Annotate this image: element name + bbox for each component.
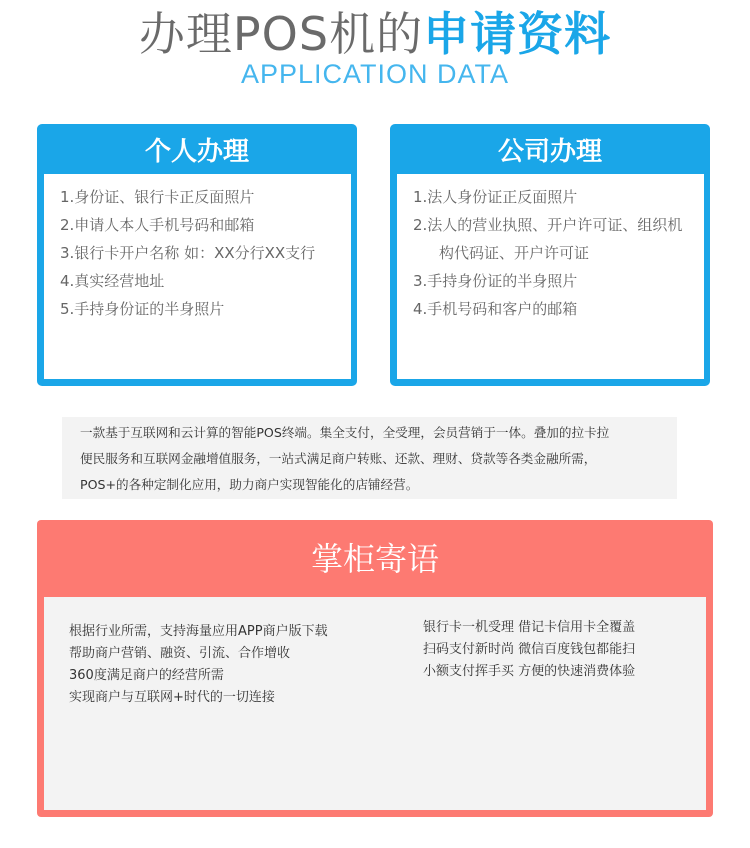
list-item: 4.真实经营地址 [60, 272, 165, 290]
list-item: 2.申请人本人手机号码和邮箱 [60, 216, 255, 234]
shopkeeper-line: 360度满足商户的经营所需 [69, 668, 224, 683]
list-item: 3.手持身份证的半身照片 [413, 272, 578, 290]
page-title [0, 4, 750, 64]
description-line: POS+的各种定制化应用，助力商户实现智能化的店铺经营。 [80, 477, 419, 492]
list-item: 2.法人的营业执照、开户许可证、组织机 [413, 216, 683, 234]
personal-card-title: 个人办理 [144, 137, 249, 167]
product-description [62, 417, 677, 499]
list-item-continuation: 构代码证、开户许可证 [439, 244, 590, 262]
personal-card-body [44, 174, 351, 379]
list-item: 1.身份证、银行卡正反面照片 [60, 188, 255, 206]
list-item: 1.法人身份证正反面照片 [413, 188, 578, 206]
shopkeeper-line: 根据行业所需，支持海量应用APP商户版下载 [69, 624, 328, 639]
shopkeeper-line: 实现商户与互联网+时代的一切连接 [69, 690, 275, 705]
company-requirements-list [397, 174, 704, 323]
shopkeeper-left-column [69, 621, 328, 709]
company-card [390, 124, 710, 386]
company-card-body [397, 174, 704, 379]
list-item: 5.手持身份证的半身照片 [60, 300, 225, 318]
page-title-bold: 申请资料 [423, 7, 612, 61]
shopkeeper-panel-body [44, 597, 706, 810]
page-header [0, 0, 750, 100]
page-subtitle: APPLICATION DATA [240, 59, 510, 89]
shopkeeper-panel-title: 掌柜寄语 [310, 540, 439, 578]
personal-requirements-list [44, 174, 351, 323]
list-item: 3.银行卡开户名称 如：XX分行XX支行 [60, 244, 316, 262]
shopkeeper-line: 帮助商户营销、融资、引流、合作增收 [69, 646, 291, 661]
page-title-normal: 办理POS机的 [138, 7, 424, 61]
personal-card [37, 124, 357, 386]
list-item: 4.手机号码和客户的邮箱 [413, 300, 578, 318]
shopkeeper-panel [37, 520, 713, 817]
shopkeeper-line: 扫码支付新时尚 微信百度钱包都能扫 [423, 642, 636, 657]
description-line: 便民服务和互联网金融增值服务，一站式满足商户转账、还款、理财、贷款等各类金融所需， [80, 451, 597, 466]
shopkeeper-line: 银行卡一机受理 借记卡信用卡全覆盖 [423, 620, 636, 635]
shopkeeper-line: 小额支付挥手买 方便的快速消费体验 [423, 664, 636, 679]
shopkeeper-right-column [423, 617, 635, 683]
description-line: 一款基于互联网和云计算的智能POS终端。集全支付，全受理，会员营销于一体。叠加的拉卡拉 [80, 425, 610, 440]
company-card-title: 公司办理 [497, 137, 602, 167]
